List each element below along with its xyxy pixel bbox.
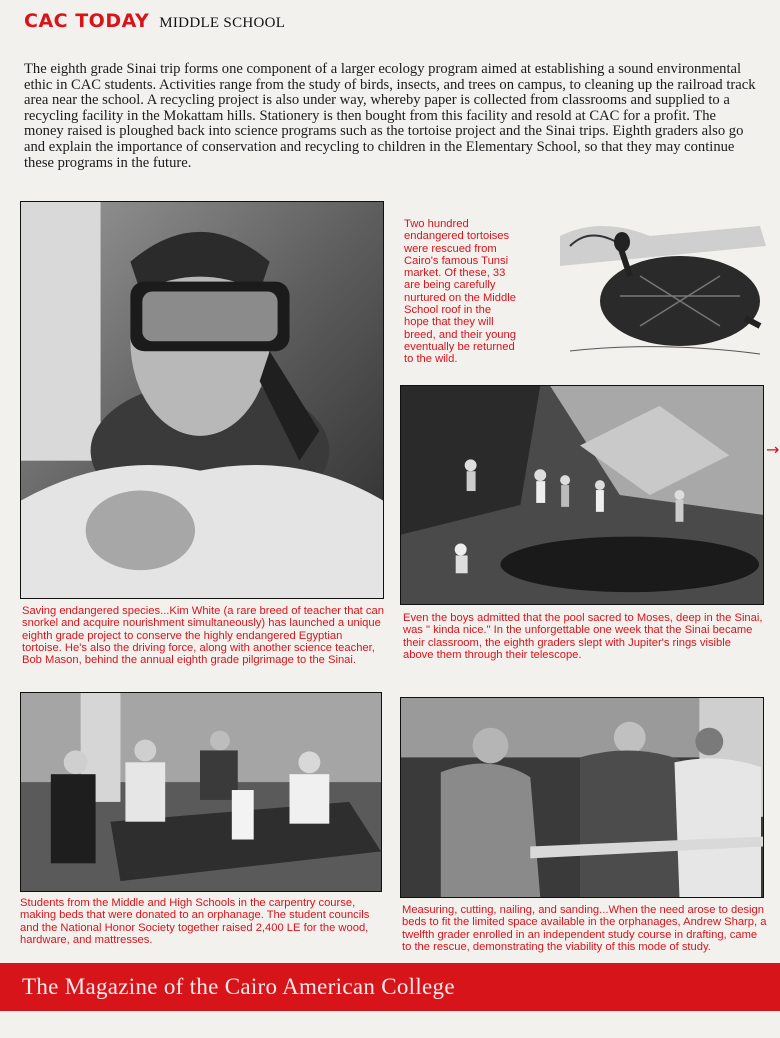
photo-measuring-cutting <box>400 697 764 898</box>
photo-sinai-pool <box>400 385 764 605</box>
caption-kim-white: Saving endangered species...Kim White (a rare breed of teacher that can snorkel and acquire nourishment simultaneously) has launched a unique eighth grade project to conserve the highly endangered Egyptian tortoise. He's also the driving force, along with another science teacher, Bob Mason, behind the annual eighth grade pilgrimage to the Sinai. <box>22 605 384 667</box>
photo-carpentry-class <box>20 692 382 892</box>
caption-carpentry: Students from the Middle and High Schools in the carpentry course, making beds that were donated to an orphanage. The student councils and the National Honor Society together raised 2,400 LE for the wood, hardware, and mattresses. <box>20 897 370 946</box>
page-bottom-margin <box>0 1011 780 1038</box>
page-edge-arrow-icon: → <box>766 440 780 459</box>
magazine-title: The Magazine of the Cairo American College <box>22 974 455 999</box>
caption-measuring: Measuring, cutting, nailing, and sanding...When the need arose to design beds to fit the limited space available in the orphanages, Andrew Sharp, a twelfth grader enrolled in an independent study course in drafting, came to the rescue, demonstrating the viability of this mode of study. <box>402 904 767 953</box>
magazine-brand: CAC TODAY <box>24 10 150 32</box>
photo-kim-white-snorkel <box>20 201 384 599</box>
magazine-footer-band <box>0 963 780 1011</box>
section-title: MIDDLE SCHOOL <box>159 15 286 31</box>
page-header <box>24 10 285 36</box>
caption-tortoises: Two hundred endangered tortoises were rescued from Cairo's famous Tunsi market. Of these, 33 are being carefully nurtured on the Middle School roof in the hope that they will breed, and their young eventually be returned to the wild. <box>404 218 516 366</box>
intro-paragraph: The eighth grade Sinai trip forms one component of a larger ecology program aimed at establishing a sound environmental ethic in CAC students. Activities range from the study of birds, insects, and trees on campus, to cleaning up the railroad track area near the school. A recycling project is also under way, whereby paper is collected from classrooms and supplied to a recycling facility in the Mokattam hills. Stationery is then bought from this facility and resold at CAC for a profit. The money raised is ploughed back into science programs such as the tortoise project and the Sinai trips. Eighth graders also go and explain the importance of conservation and recycling to children in the Elementary School, so that they may continue these programs in the future. <box>24 61 756 171</box>
illustration-tortoise <box>560 206 766 358</box>
caption-sinai-pool: Even the boys admitted that the pool sacred to Moses, deep in the Sinai, was " kinda nice." In the unforgettable one week that the Sinai became their classroom, the eighth graders slept with Jupiter's rings visible above them through their telescope. <box>403 612 763 661</box>
